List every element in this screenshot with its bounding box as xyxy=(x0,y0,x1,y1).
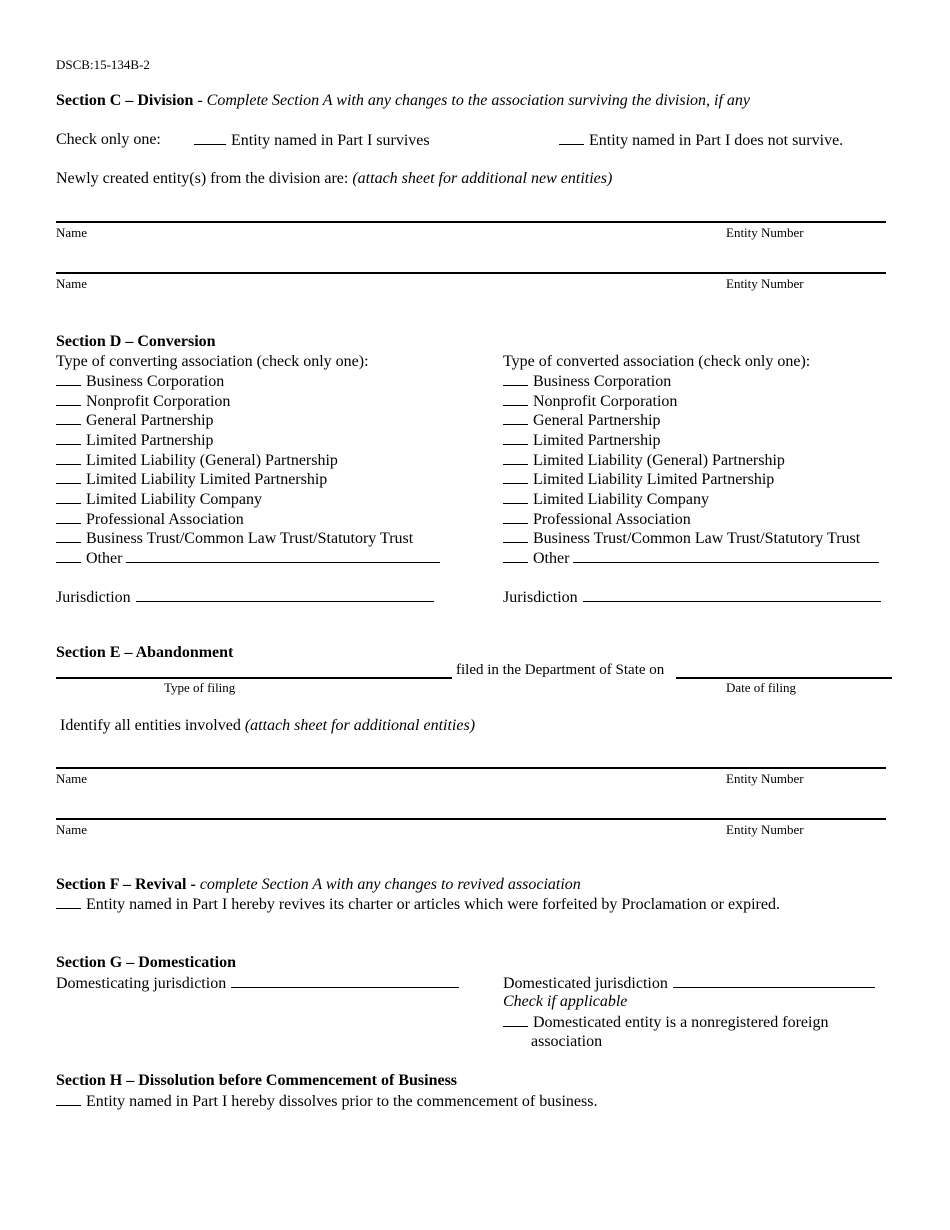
checkbox-line[interactable] xyxy=(503,509,528,524)
converted-option xyxy=(503,410,661,430)
division-entity-line-2[interactable] xyxy=(56,272,886,274)
option-label: Business Trust/Common Law Trust/Statutory Trust xyxy=(86,530,414,547)
option-label: Nonprofit Corporation xyxy=(533,393,678,410)
division-name-label-1: Name xyxy=(56,225,88,240)
domesticating-jurisdiction xyxy=(56,973,464,993)
section-d-title: Section D – Conversion xyxy=(56,333,216,350)
abandonment-entity-number-label-1: Entity Number xyxy=(726,771,804,786)
jurisdiction-input-line[interactable] xyxy=(583,587,881,602)
option-label: Business Corporation xyxy=(533,373,672,390)
checkbox-line[interactable] xyxy=(56,371,81,386)
section-c-separator: - xyxy=(193,92,207,109)
section-c-heading xyxy=(56,91,750,110)
converted-option xyxy=(503,430,661,450)
converting-option xyxy=(56,528,413,548)
check-only-one-label: Check only one: xyxy=(56,131,161,148)
checkbox-line[interactable] xyxy=(56,509,81,524)
filed-text: filed in the Department of State on xyxy=(456,662,665,678)
converted-jurisdiction xyxy=(503,587,886,607)
domesticated-jurisdiction xyxy=(503,973,880,993)
checkbox-line[interactable] xyxy=(503,391,528,406)
option-label: Business Corporation xyxy=(86,373,225,390)
not-survive-checkbox-line[interactable] xyxy=(559,130,584,145)
identify-note: (attach sheet for additional entities) xyxy=(244,717,476,734)
option-label: Limited Partnership xyxy=(86,432,214,449)
nonregistered-label: Domesticated entity is a nonregistered foreign xyxy=(533,1014,829,1031)
other-input-line[interactable] xyxy=(126,548,440,563)
checkbox-line[interactable] xyxy=(503,528,528,543)
domesticating-input-line[interactable] xyxy=(231,973,459,988)
section-h-title: Section H – Dissolution before Commencement of Business xyxy=(56,1072,458,1089)
converting-option xyxy=(56,391,230,411)
option-label: Business Trust/Common Law Trust/Statutory Trust xyxy=(533,530,861,547)
new-entities-text: Newly created entity(s) from the division are: xyxy=(56,170,349,187)
converting-option xyxy=(56,371,224,391)
checkbox-line[interactable] xyxy=(503,410,528,425)
domesticating-label: Domesticating jurisdiction xyxy=(56,975,227,992)
check-if-applicable: Check if applicable xyxy=(503,993,628,1010)
converting-jurisdiction xyxy=(56,587,439,607)
option-label: Professional Association xyxy=(533,511,691,528)
division-entity-number-label-2: Entity Number xyxy=(726,276,804,291)
jurisdiction-label: Jurisdiction xyxy=(503,589,578,606)
option-label: Other xyxy=(533,550,570,567)
form-code: DSCB:15-134B-2 xyxy=(56,57,150,72)
jurisdiction-input-line[interactable] xyxy=(136,587,434,602)
section-f-heading xyxy=(56,875,581,894)
converted-option xyxy=(503,371,671,391)
checkbox-line[interactable] xyxy=(56,410,81,425)
option-label: General Partnership xyxy=(533,412,661,429)
abandonment-name-label-2: Name xyxy=(56,822,88,837)
checkbox-line[interactable] xyxy=(56,469,81,484)
option-label: Limited Liability Company xyxy=(533,491,709,508)
checkbox-line[interactable] xyxy=(503,1012,528,1027)
checkbox-line[interactable] xyxy=(56,391,81,406)
converted-option xyxy=(503,509,691,529)
option-label: Limited Liability (General) Partnership xyxy=(86,452,338,469)
option-label: Other xyxy=(86,550,123,567)
domesticated-label: Domesticated jurisdiction xyxy=(503,975,668,992)
converting-option xyxy=(56,410,214,430)
division-name-label-2: Name xyxy=(56,276,88,291)
abandonment-entity-line-2[interactable] xyxy=(56,818,886,820)
converted-option xyxy=(503,489,709,509)
option-label: Limited Liability Limited Partnership xyxy=(86,471,328,488)
division-entity-number-label-1: Entity Number xyxy=(726,225,804,240)
converted-option xyxy=(503,391,677,411)
other-input-line[interactable] xyxy=(573,548,879,563)
section-f-title: Section F – Revival - xyxy=(56,876,196,893)
division-entity-line-1[interactable] xyxy=(56,221,886,223)
option-label: Nonprofit Corporation xyxy=(86,393,231,410)
domesticated-input-line[interactable] xyxy=(673,973,875,988)
option-survives xyxy=(194,130,430,150)
converting-label: Type of converting association (check only one): xyxy=(56,353,369,370)
option-label: General Partnership xyxy=(86,412,214,429)
checkbox-line[interactable] xyxy=(56,450,81,465)
revival-option xyxy=(56,894,780,914)
converted-option xyxy=(503,469,774,489)
type-of-filing-label: Type of filing xyxy=(164,680,236,695)
checkbox-line[interactable] xyxy=(56,430,81,445)
nonregistered-option xyxy=(503,1012,828,1032)
option-label: Limited Liability Company xyxy=(86,491,262,508)
converting-option xyxy=(56,509,244,529)
section-e-title: Section E – Abandonment xyxy=(56,644,234,661)
checkbox-line[interactable] xyxy=(56,489,81,504)
revival-statement: Entity named in Part I hereby revives its charter or articles which were forfeited by Proclamation or expired. xyxy=(86,896,780,913)
checkbox-line[interactable] xyxy=(56,894,81,909)
converting-option xyxy=(56,469,327,489)
checkbox-line[interactable] xyxy=(503,548,528,563)
section-f-instruction: complete Section A with any changes to revived association xyxy=(199,876,581,893)
checkbox-line[interactable] xyxy=(56,1091,81,1106)
abandonment-entity-number-label-2: Entity Number xyxy=(726,822,804,837)
jurisdiction-label: Jurisdiction xyxy=(56,589,131,606)
type-of-filing-line[interactable] xyxy=(56,677,452,679)
checkbox-line[interactable] xyxy=(56,548,81,563)
abandonment-entity-line-1[interactable] xyxy=(56,767,886,769)
option-not-survive xyxy=(559,130,843,150)
dissolution-option xyxy=(56,1091,597,1111)
converting-option xyxy=(56,430,214,450)
option-label: Limited Partnership xyxy=(533,432,661,449)
converting-option xyxy=(56,489,262,509)
checkbox-line[interactable] xyxy=(503,371,528,386)
new-entities-line xyxy=(56,169,612,188)
dissolution-statement: Entity named in Part I hereby dissolves prior to the commencement of business. xyxy=(86,1093,598,1110)
identify-text: Identify all entities involved xyxy=(60,717,241,734)
section-g-title: Section G – Domestication xyxy=(56,954,236,971)
checkbox-line[interactable] xyxy=(503,450,528,465)
converted-label: Type of converted association (check only one): xyxy=(503,353,811,370)
checkbox-line[interactable] xyxy=(503,469,528,484)
option-label: Limited Liability Limited Partnership xyxy=(533,471,775,488)
option-survives-label: Entity named in Part I survives xyxy=(231,132,430,149)
new-entities-note: (attach sheet for additional new entities) xyxy=(352,170,613,187)
option-label: Limited Liability (General) Partnership xyxy=(533,452,785,469)
converting-option-other xyxy=(56,548,445,568)
survives-checkbox-line[interactable] xyxy=(194,130,226,145)
date-of-filing-label: Date of filing xyxy=(726,680,797,695)
checkbox-line[interactable] xyxy=(56,528,81,543)
checkbox-line[interactable] xyxy=(503,430,528,445)
checkbox-line[interactable] xyxy=(503,489,528,504)
converted-option xyxy=(503,450,785,470)
identify-line xyxy=(60,716,475,735)
converting-option xyxy=(56,450,338,470)
option-label: Professional Association xyxy=(86,511,244,528)
nonregistered-label-cont: association xyxy=(531,1033,603,1050)
converted-option xyxy=(503,528,860,548)
option-not-survive-label: Entity named in Part I does not survive. xyxy=(589,132,844,149)
section-c-instruction: Complete Section A with any changes to the association surviving the division, if any xyxy=(206,92,751,109)
abandonment-name-label-1: Name xyxy=(56,771,88,786)
section-c-title: Section C – Division xyxy=(56,92,194,109)
date-of-filing-line[interactable] xyxy=(676,677,892,679)
converted-option-other xyxy=(503,548,884,568)
